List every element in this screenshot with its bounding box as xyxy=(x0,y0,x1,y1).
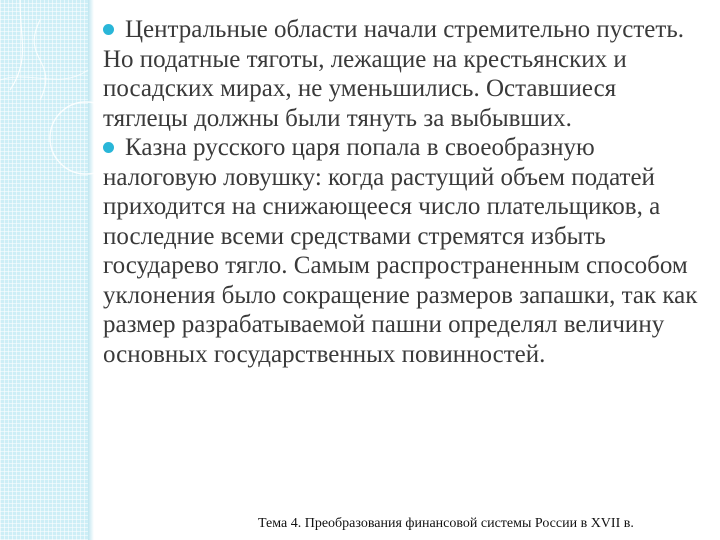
slide-footer: Тема 4. Преобразования финансовой системы России в XVII в. xyxy=(258,516,634,531)
bullet-text: Казна русского царя попала в своеобразную налоговую ловушку: когда растущий объем податей приходится на снижающееся число плательщиков, а последние всеми средствами стремятся избыть государево тягло. Самым распространенным способом уклонения было сокращение размеров запашки, так как размер разрабатываемой пашни определял величину основных государственных повинностей. xyxy=(103,134,698,368)
bullet-item-2 xyxy=(103,133,703,369)
bullet-icon xyxy=(103,24,114,35)
bullet-icon xyxy=(103,142,114,153)
slide-content xyxy=(103,15,703,369)
bullet-item-1 xyxy=(103,15,703,133)
decorative-curves xyxy=(0,0,120,180)
bullet-text: Центральные области начали стремительно пустеть. Но податные тяготы, лежащие на крестьянских и посадских мирах, не уменьшились. Оставшиеся тяглецы должны были тянуть за выбывших. xyxy=(103,16,684,132)
